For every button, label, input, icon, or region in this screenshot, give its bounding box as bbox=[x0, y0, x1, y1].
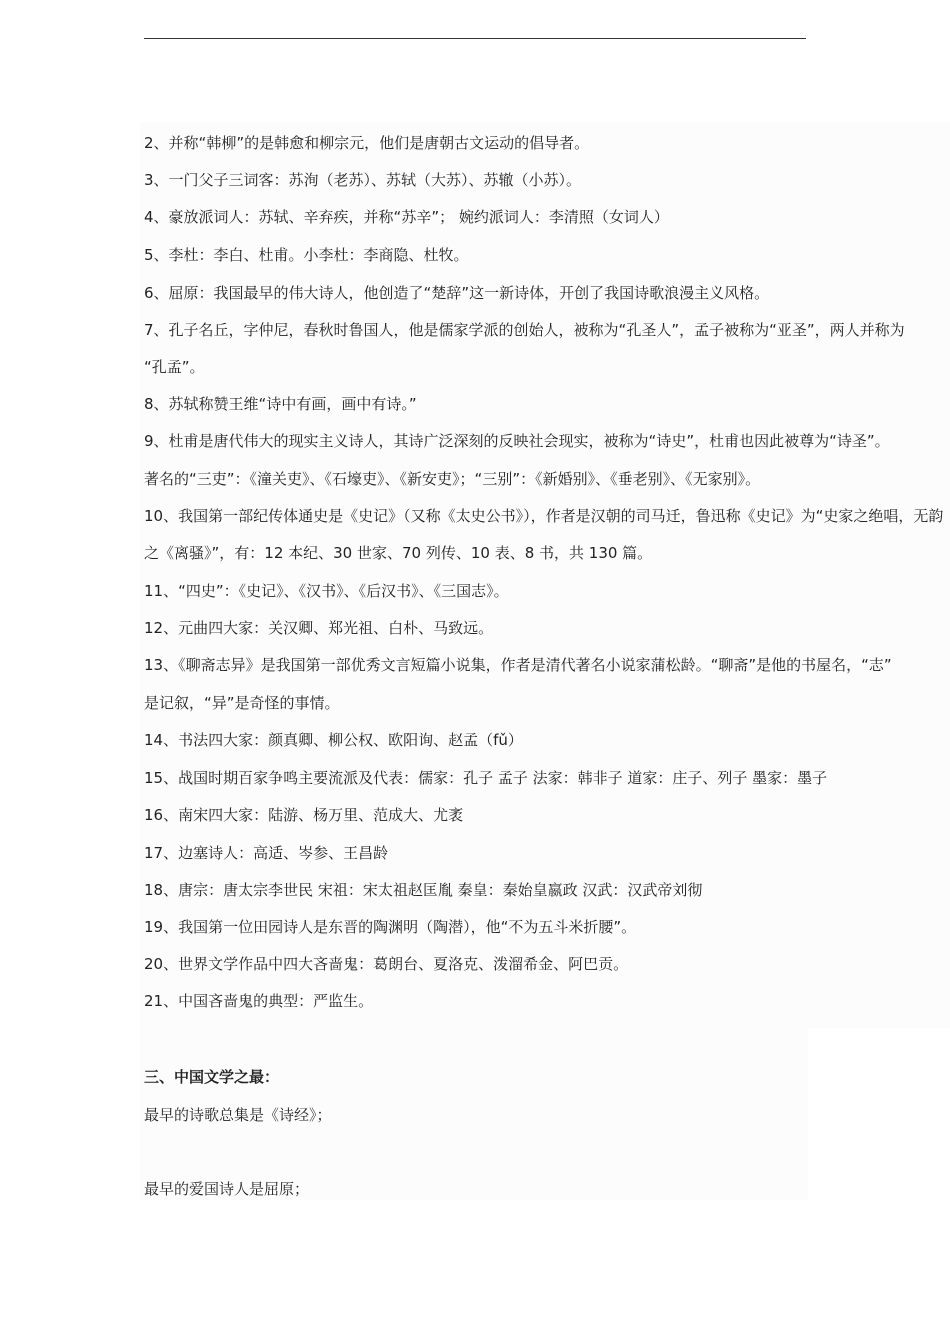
section-heading: 三、中国文学之最： bbox=[144, 1068, 280, 1086]
list-item-18: 18、唐宗：唐太宗李世民 宋祖：宋太祖赵匡胤 秦皇：秦始皇嬴政 汉武：汉武帝刘彻 bbox=[144, 881, 703, 899]
list-item-11: 11、“四史”：《史记》、《汉书》、《后汉书》、《三国志》。 bbox=[144, 582, 509, 600]
list-item-10: 10、我国第一部纪传体通史是《史记》（又称《太史公书》），作者是汉朝的司马迁，鲁迅称《史记》为“史家之绝唱，无韵 bbox=[144, 507, 944, 525]
list-item-14: 14、书法四大家：颜真卿、柳公权、欧阳询、赵孟（fǔ） bbox=[144, 731, 523, 749]
section-line-2: 最早的爱国诗人是屈原； bbox=[144, 1180, 310, 1198]
list-item-9-continued: 著名的“三吏”：《潼关吏》、《石壕吏》、《新安吏》；“三别”：《新婚别》、《垂老别》、《无家别》。 bbox=[144, 470, 761, 488]
list-item-7: 7、孔子名丘，字仲尼，春秋时鲁国人，他是儒家学派的创始人，被称为“孔圣人”，孟子被称为“亚圣”，两人并称为 bbox=[144, 321, 905, 339]
list-item-16: 16、南宋四大家：陆游、杨万里、范成大、尤袤 bbox=[144, 806, 464, 824]
list-item-15: 15、战国时期百家争鸣主要流派及代表：儒家：孔子 孟子 法家：韩非子 道家：庄子、列子 墨家：墨子 bbox=[144, 769, 828, 787]
list-item-20: 20、世界文学作品中四大吝啬鬼：葛朗台、夏洛克、泼溜希金、阿巴贡。 bbox=[144, 955, 629, 973]
list-item-7-continued: “孔孟”。 bbox=[144, 358, 205, 376]
list-item-8: 8、苏轼称赞王维“诗中有画，画中有诗。” bbox=[144, 395, 417, 413]
list-item-6: 6、屈原：我国最早的伟大诗人，他创造了“楚辞”这一新诗体，开创了我国诗歌浪漫主义风格。 bbox=[144, 284, 770, 302]
list-item-17: 17、边塞诗人：高适、岑参、王昌龄 bbox=[144, 844, 389, 862]
header-rule bbox=[144, 38, 806, 39]
list-item-5: 5、李杜：李白、杜甫。小李杜：李商隐、杜牧。 bbox=[144, 246, 469, 264]
section-line-1: 最早的诗歌总集是《诗经》； bbox=[144, 1106, 332, 1124]
list-item-19: 19、我国第一位田园诗人是东晋的陶渊明（陶潜），他“不为五斗米折腰”。 bbox=[144, 918, 637, 936]
list-item-3: 3、一门父子三词客：苏洵（老苏）、苏轼（大苏）、苏辙（小苏）。 bbox=[144, 171, 582, 189]
list-item-21: 21、中国吝啬鬼的典型：严监生。 bbox=[144, 992, 374, 1010]
list-item-4: 4、豪放派词人：苏轼、辛弃疾，并称“苏辛”； 婉约派词人：李清照（女词人） bbox=[144, 208, 669, 226]
list-item-9: 9、杜甫是唐代伟大的现实主义诗人，其诗广泛深刻的反映社会现实，被称为“诗史”，杜甫也因此被尊为“诗圣”。 bbox=[144, 432, 890, 450]
list-item-13: 13、《聊斋志异》是我国第一部优秀文言短篇小说集，作者是清代著名小说家蒲松龄。“聊斋”是他的书屋名，“志” bbox=[144, 656, 892, 674]
list-item-2: 2、并称“韩柳”的是韩愈和柳宗元，他们是唐朝古文运动的倡导者。 bbox=[144, 134, 590, 152]
list-item-13-continued: 是记叙，“异”是奇怪的事情。 bbox=[144, 694, 340, 712]
list-item-12: 12、元曲四大家：关汉卿、郑光祖、白朴、马致远。 bbox=[144, 619, 494, 637]
list-item-10-continued: 之《离骚》”，有：12 本纪、30 世家、70 列传、10 表、8 书，共 130 篇。 bbox=[144, 544, 653, 562]
